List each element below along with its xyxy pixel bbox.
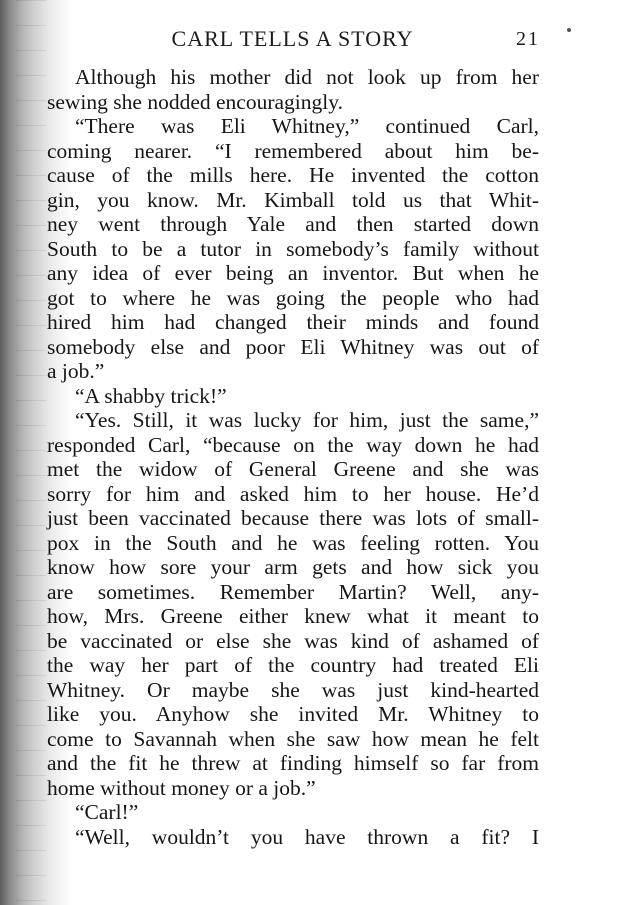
text-line: cause of the mills here. He invented the cotton [47, 163, 539, 187]
running-head: CARL TELLS A STORY [171, 26, 414, 51]
body-text [47, 65, 539, 849]
ink-speck [567, 28, 571, 32]
text-line: home without money or a job.” [47, 775, 316, 800]
text-line: “A shabby trick!” [75, 383, 227, 408]
text-line: just been vaccinated because there was lots of small- [47, 506, 539, 530]
text-line: any idea of ever being an inventor. But when he [47, 261, 539, 285]
text-line: a job.” [47, 359, 105, 383]
text-line: somebody else and poor Eli Whitney was out of [47, 334, 539, 359]
text-line: know how sore your arm gets and how sick you [47, 555, 539, 579]
text-line: coming nearer. “I remembered about him be- [47, 138, 539, 163]
text-line: and the fit he threw at finding himself so far from [47, 751, 539, 775]
binding-texture [16, 0, 46, 905]
text-line: are sometimes. Remember Martin? Well, any- [47, 579, 539, 604]
text-line: “Carl!” [75, 800, 139, 824]
page-header [45, 24, 540, 56]
text-line: met the widow of General Greene and she was [47, 457, 539, 481]
text-line: Whitney. Or maybe she was just kind-hearted [47, 677, 539, 702]
text-line: pox in the South and he was feeling rotten. You [47, 530, 539, 555]
text-line: got to where he was going the people who had [47, 285, 539, 310]
text-line: sewing she nodded encouragingly. [47, 89, 343, 114]
text-line: come to Savannah when she saw how mean he felt [47, 726, 539, 751]
text-line: responded Carl, “because on the way down he had [47, 432, 539, 457]
text-line: sorry for him and asked him to her house. He’d [47, 481, 539, 506]
text-line: “Well, wouldn’t you have thrown a fit? I [75, 824, 539, 849]
text-line: the way her part of the country had treated Eli [47, 653, 539, 677]
text-line: South to be a tutor in somebody’s family without [47, 236, 539, 261]
page-number: 21 [516, 28, 540, 50]
text-line: ney went through Yale and then started down [47, 212, 539, 236]
text-line: hired him had changed their minds and found [47, 310, 539, 334]
text-line: Although his mother did not look up from her [75, 65, 539, 89]
text-line: be vaccinated or else she was kind of ashamed of [47, 628, 539, 653]
text-line: like you. Anyhow she invited Mr. Whitney to [47, 702, 539, 726]
text-line: “There was Eli Whitney,” continued Carl, [75, 114, 539, 138]
text-line: how, Mrs. Greene either knew what it meant to [47, 604, 539, 628]
text-line: gin, you know. Mr. Kimball told us that Whit- [47, 187, 539, 212]
text-line: “Yes. Still, it was lucky for him, just the same,” [75, 408, 539, 432]
